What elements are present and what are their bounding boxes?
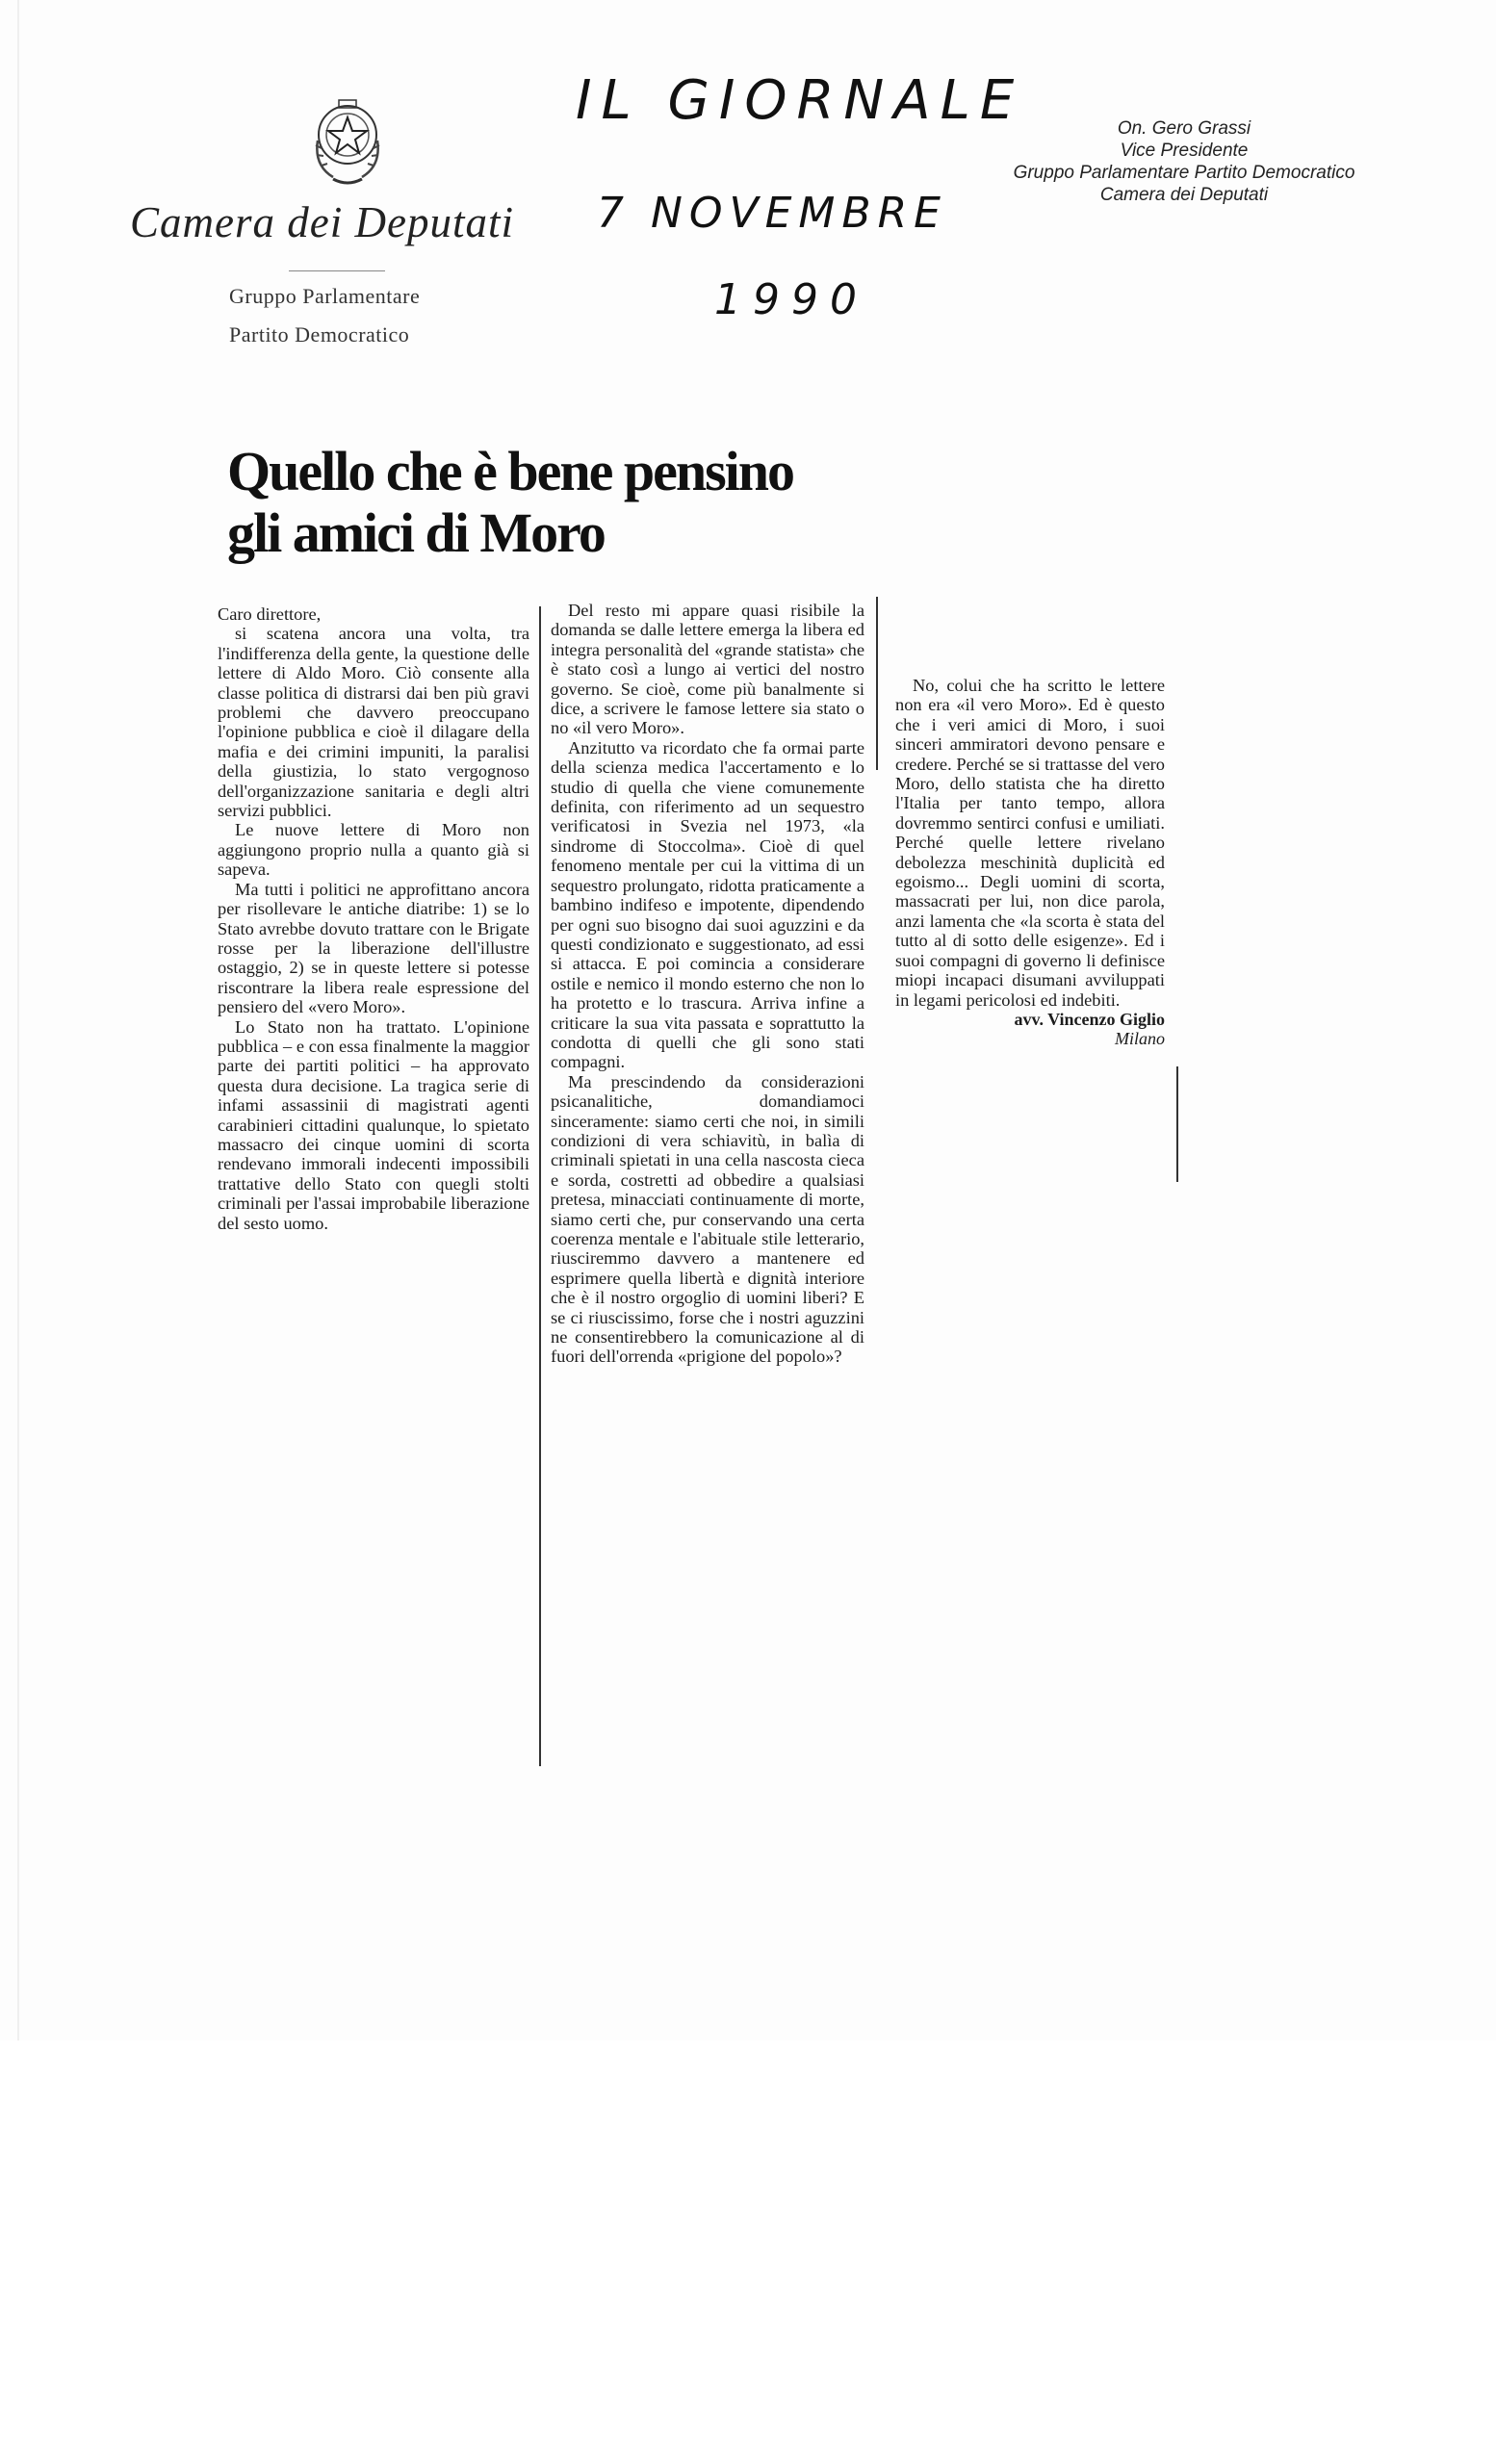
article-column-2: [551, 601, 864, 1367]
article-column-3: [895, 676, 1165, 1049]
deputy-stamp: [972, 117, 1396, 206]
letterhead-divider: [289, 270, 385, 271]
column-divider-3: [1176, 1066, 1178, 1182]
group-line-2: Partito Democratico: [229, 322, 410, 346]
column-divider-1: [539, 606, 541, 1766]
article-signature: avv. Vincenzo Giglio: [1014, 1009, 1165, 1029]
article-paragraph: si scatena ancora una volta, tra l'indifferenza della gente, la questione delle lettere di Aldo Moro. Ciò consente alla classe politica di distrarsi dai ben più gravi problemi che davvero preoccupano l'opinione pubblica e cioè il dilagare della mafia e dei crimini impuniti, la paralisi della giustizia, lo stato vergognoso dell'organizzazione sanitaria e degli altri servizi pubblici.: [218, 624, 529, 821]
article-column-1: [218, 604, 529, 1233]
article-paragraph: Ma tutti i politici ne approfittano ancora per risollevare le antiche diatribe: 1) se lo Stato avrebbe dovuto trattare con le Brigate rosse per la liberazione dell'illustre ostaggio, 2) se in queste lettere si potesse riscontrare la libera reale espressione del pensiero del «vero Moro».: [218, 879, 529, 1017]
handwritten-date-year: 1990: [714, 275, 868, 324]
handwritten-date-day-month: 7 NOVEMBRE: [597, 189, 947, 238]
article-paragraph: No, colui che ha scritto le lettere non era «il vero Moro». Ed è questo che i veri amici di Moro, i suoi sinceri ammiratori devono pensare e credere. Perché se si trattasse del vero Moro, dello statista che ha diretto l'Italia per tanto tempo, allora dovremmo sentirci confusi e umiliati. Perché quelle lettere rivelano debolezza meschinità duplicità ed egoismo... Degli uomini di scorta, massacrati per lui, non dice parola, anzi lamenta che «la scorta è stata del tutto al di sotto delle esigenze». Ed i suoi compagni di governo li definisce miopi incapaci disumani avviluppati in legami pericolosi ed indebiti.: [895, 676, 1165, 1010]
italian-republic-emblem-icon: [304, 94, 391, 194]
article-headline: Quello che è bene pensino gli amici di Moro: [227, 440, 794, 564]
article-paragraph: Del resto mi appare quasi risibile la domanda se dalle lettere emerga la libera ed integra personalità del «grande statista» che è stato così a lungo ai vertici del nostro governo. Se cioè, come più banalmente si dice, a scrivere le famose lettere sia stato o no «il vero Moro».: [551, 601, 864, 738]
group-line-1: Gruppo Parlamentare: [229, 284, 421, 308]
article-paragraph: Lo Stato non ha trattato. L'opinione pubblica – e con essa finalmente la maggior parte dei partiti politici – ha approvato questa dura decisione. La tragica serie di infami assassinii di magistrati agenti carabinieri cittadini qualunque, lo spietato massacro dei cinque uomini di scorta rendevano immorali indecenti impossibili trattative dello Stato con quegli stolti criminali per l'assai improbabile liberazione del sesto uomo.: [218, 1016, 529, 1233]
column-divider-2: [876, 597, 878, 770]
article-place: Milano: [1115, 1029, 1165, 1049]
article-paragraph: Ma prescindendo da considerazioni psicanalitiche, domandiamoci sinceramente: siamo certi che noi, in simili condizioni di vera schiavitù, in balìa di criminali spietati in una cella nascosta cieca e sorda, costretti ad obbedire a qualsiasi pretesa, minacciati continuamente di morte, siamo certi che, pur conservando una certa coerenza mentale e l'abituale stile letterario, riusciremmo davvero a mantenere ed esprimere quella libertà e dignità interiore che è il nostro orgoglio di uomini liberi? E se ci riuscissimo, forse che i nostri aguzzini ne consentirebbero la comunicazione al di fuori dell'orrenda «prigione del popolo»?: [551, 1071, 864, 1367]
chamber-name: Camera dei Deputati: [130, 198, 514, 246]
article-paragraph: Anzitutto va ricordato che fa ormai parte della scienza medica l'accertamento e lo studio di quella che viene comunemente definita, con riferimento ad un sequestro verificatosi in Svezia nel 1973, «la sindrome di Stoccolma». Cioè di quel fenomeno mentale per cui la vittima di un sequestro prolungato, ridotta praticamente a bambino indifeso e impotente, dipendendo per ogni suo bisogno dai suoi aguzzini e da questi condizionato e suggestionato, ad essi si attacca. E poi comincia a considerare ostile e nemico il mondo esterno che non lo ha protetto e lo trascura. Arriva infine a criticare la sua vita passata e soprattutto la condotta di quelli che gli sono stati compagni.: [551, 737, 864, 1072]
article-paragraph: Le nuove lettere di Moro non aggiungono proprio nulla a quanto già si sapeva.: [218, 820, 529, 880]
stamp-name: On. Gero Grassi: [1117, 118, 1251, 139]
handwritten-newspaper-name: IL GIORNALE: [576, 69, 1024, 132]
stamp-role: Vice Presidente: [1120, 141, 1249, 161]
scan-edge: [17, 0, 19, 2040]
article-paragraph: Caro direttore,: [218, 604, 322, 624]
stamp-chamber: Camera dei Deputati: [1099, 185, 1269, 205]
stamp-group: Gruppo Parlamentare Partito Democratico: [1013, 163, 1355, 183]
